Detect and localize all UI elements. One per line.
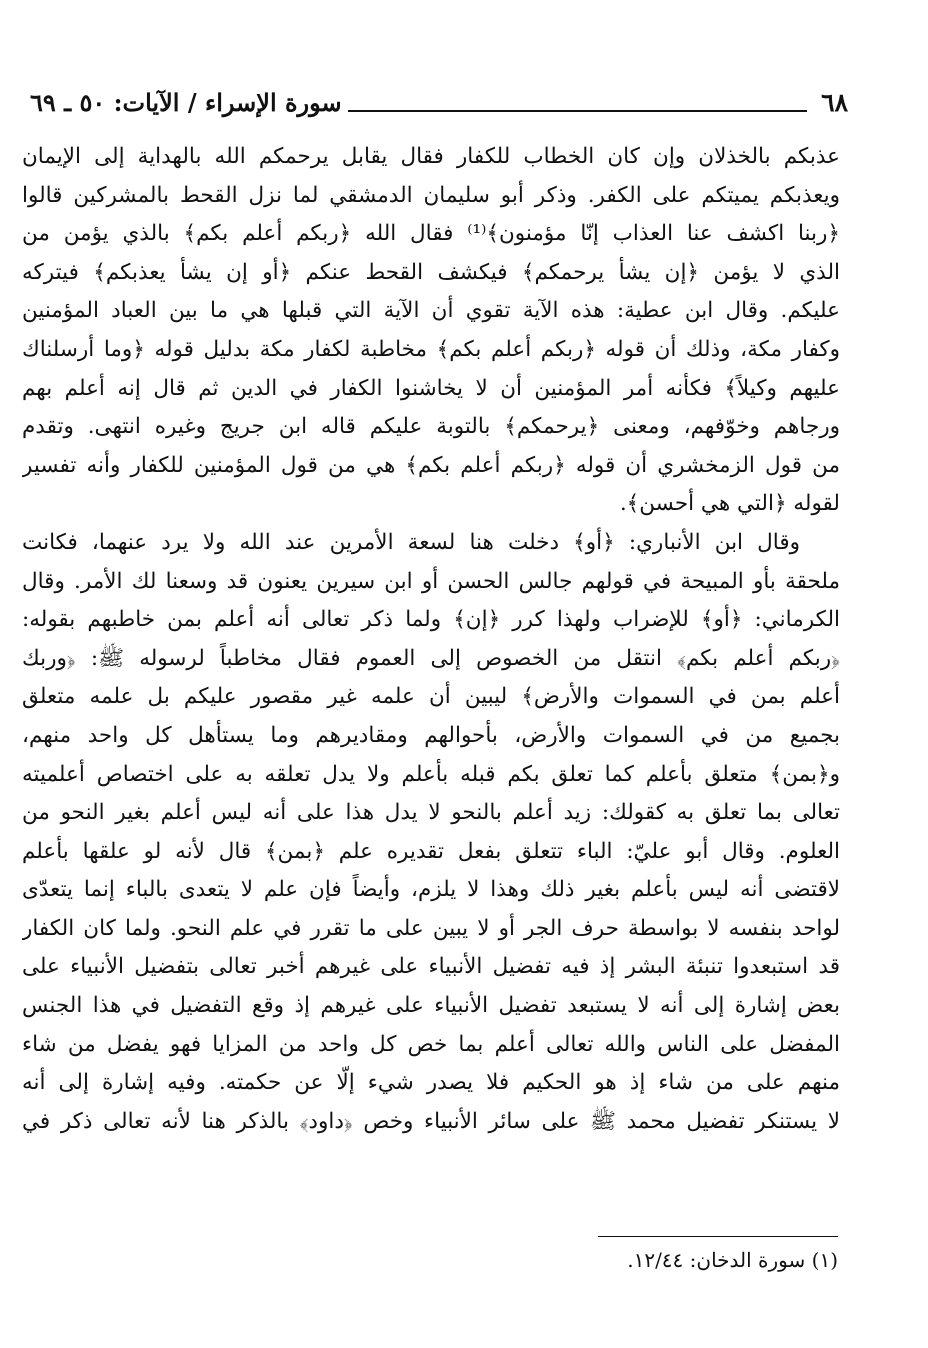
- page-number: ٦٨: [821, 88, 848, 117]
- body-text: [22, 138, 840, 1141]
- header-rule: [348, 110, 808, 112]
- text-line: الذي لا يؤمن ﴿إن يشأ يرحمكم﴾ فيكشف القحط عنكم ﴿أو إن يشأ يعذبكم﴾ فيتركه: [22, 259, 840, 285]
- footnote: (١) سورة الدخان: ١٢/٤٤.: [627, 1248, 838, 1272]
- text-line: بعض إشارة إلى أنه لا يستبعد تفضيل الأنبياء على غيرهم إذ وقع التفضيل في هذا الجنس: [22, 993, 840, 1019]
- text-line: العلوم. وقال أبو عليّ: الباء تتعلق بفعل تقديره علم ﴿بمن﴾ قال لأنه لو علقها بأعلم: [22, 838, 840, 864]
- text-line: أعلم بمن في السموات والأرض﴾ ليبين أن علمه غير مقصور عليكم بل علمه متعلق: [22, 684, 840, 710]
- text-line: ﴿ربكم أعلم بكم﴾ انتقل من الخصوص إلى العموم فقال مخاطباً لرسوله ﷺ: ﴿وربك: [22, 645, 840, 671]
- text-line: الكرماني: ﴿أو﴾ للإضراب ولهذا كرر ﴿إن﴾ ولما ذكر تعالى أنه أعلم بمن خاطبهم بقوله:: [22, 607, 840, 633]
- text-line: تعالى بما تعلق به كقولك: زيد أعلم بالنحو لا يدل هذا على أنه ليس أعلم بغير النحو من: [22, 800, 840, 826]
- text-line: عليهم وكيلاً﴾ فكأنه أمر المؤمنين أن لا يخاشنوا الكفار في الدين ثم قال إنه أعلم بهم: [22, 375, 840, 401]
- running-header: [30, 84, 848, 118]
- text-line: لقوله ﴿التي هي أحسن﴾.: [619, 491, 840, 517]
- text-line: و﴿بمن﴾ متعلق بأعلم كما تعلق بكم قبله بأعلم ولا يدل تعلقه به على اختصاص أعلميته: [22, 761, 840, 787]
- text-line: عليكم. وقال ابن عطية: هذه الآية تقوي أن الآية التي قبلها هي ما بين العباد المؤمنين: [22, 298, 840, 324]
- text-line: عذبكم بالخذلان وإن كان الخطاب للكفار فقال يقابل يرحمكم الله بالهداية إلى الإيمان: [22, 144, 840, 169]
- text-line: لا يستنكر تفضيل محمد ﷺ على سائر الأنبياء وخص ﴿داود﴾ بالذكر هنا لأنه تعالى ذكر في: [22, 1108, 840, 1134]
- header-title: سورة الإسراء / الآيات: ٥٠ ـ ٦٩: [30, 88, 342, 117]
- text-line: قد استبعدوا تنبئة البشر إذ فيه تفضيل الأنبياء على غيرهم أخبر تعالى بتفضيل الأنبياء على: [22, 954, 840, 980]
- text-line: لاقتضى أنه ليس بأعلم بغير ذلك وهذا لا يلزم، وأيضاً فإن علم لا يتعدى بالباء إنما يتعدّى: [22, 877, 840, 903]
- text-line: ملحقة بأو المبيحة في قولهم جالس الحسن أو ابن سيرين يعنون قد وسعنا لك الأمر. وقال: [22, 568, 840, 594]
- text-line: منهم على من شاء إذ هو الحكيم فلا يصدر شيء إلّا عن حكمته. وفيه إشارة إلى أنه: [22, 1070, 840, 1096]
- text-line: ويعذبكم يميتكم على الكفر. وذكر أبو سليمان الدمشقي لما نزل القحط بالمشركين قالوا: [22, 182, 840, 208]
- footnote-rule: [598, 1236, 838, 1237]
- text-line: بجميع من في السموات والأرض، بأحوالهم ومقاديرهم وما يستأهل كل واحد منهم،: [22, 722, 840, 748]
- text-line: وقال ابن الأنباري: ﴿أو﴾ دخلت هنا لسعة الأمرين عند الله ولا يرد عنهما، فكانت: [22, 529, 800, 555]
- text-line: من قول الزمخشري أن قوله ﴿ربكم أعلم بكم﴾ هي من قول المؤمنين للكفار وأنه تفسير: [22, 452, 840, 478]
- text-line: ورجاهم وخوّفهم، ومعنى ﴿يرحمكم﴾ بالتوبة عليكم قاله ابن جريج وغيره انتهى. وتقدم: [22, 414, 840, 440]
- text-line: المفضل على الناس والله تعالى أعلم بما خص كل واحد من المزايا فهو يفضل من شاء: [22, 1031, 840, 1057]
- text-line: وكفار مكة، وذلك أن قوله ﴿ربكم أعلم بكم﴾ مخاطبة لكفار مكة بدليل قوله ﴿وما أرسلناك: [22, 336, 840, 362]
- text-line: لواحد بنفسه لا بواسطة حرف الجر أو لا يبين على ما تقرر في علم النحو. ولما كان الكفار: [22, 915, 840, 941]
- text-line: ﴿ربنا اكشف عنا العذاب إنّا مؤمنون﴾⁽¹⁾ فقال الله ﴿ربكم أعلم بكم﴾ بالذي يؤمن من: [22, 221, 840, 247]
